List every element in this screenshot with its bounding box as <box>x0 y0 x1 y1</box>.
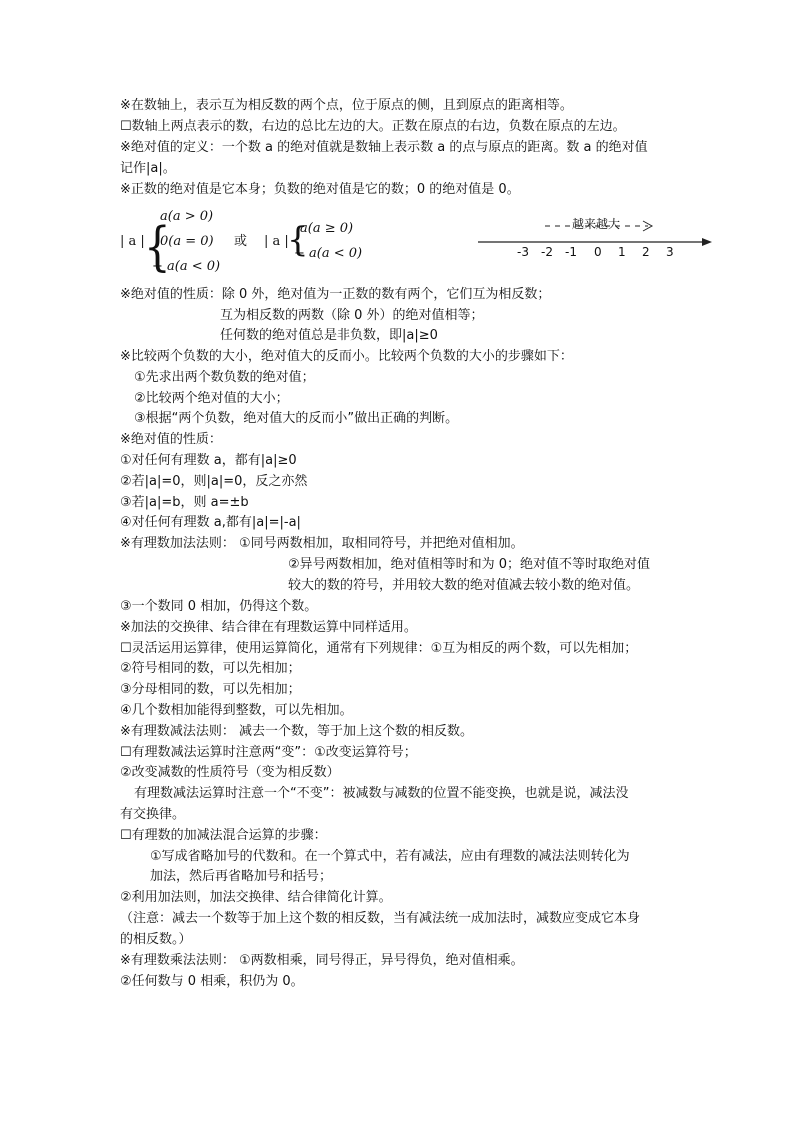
text-line: ②异号两数相加，绝对值相等时和为 0；绝对值不等时取绝对值 <box>288 557 651 572</box>
left-brace: { <box>144 215 171 277</box>
case-line: − a(a < 0) <box>294 246 363 261</box>
text-line: ☐灵活运用运算律，使用运算简化，通常有下列规律：①互为相反的两个数，可以先相加； <box>120 641 638 656</box>
text-line: ②改变减数的性质符号（变为相反数） <box>120 765 340 780</box>
number-line-tick-label: 2 <box>642 245 650 259</box>
text-line: ※有理数加法法则： ①同号两数相加，取相同符号，并把绝对值相加。 <box>120 536 524 551</box>
text-line: ※绝对值的定义：一个数 a 的绝对值就是数轴上表示数 a 的点与原点的距离。数 a 的绝对值 <box>120 140 648 155</box>
text-line: ※正数的绝对值是它本身；负数的绝对值是它的数；0 的绝对值是 0。 <box>120 182 520 197</box>
case-line: a(a ≥ 0) <box>300 221 354 236</box>
text-line: ※加法的交换律、结合律在有理数运算中同样适用。 <box>120 620 417 635</box>
text-line: ②若|a|=0，则|a|=0，反之亦然 <box>120 474 308 489</box>
number-line-tick-label: 3 <box>666 245 674 259</box>
text-line: 互为相反数的两数（除 0 外）的绝对值相等； <box>220 308 484 323</box>
text-line: ③分母相同的数，可以先相加； <box>120 682 301 697</box>
text-line: ※绝对值的性质： <box>120 432 222 447</box>
text-line: ☐数轴上两点表示的数，右边的总比左边的大。正数在原点的右边，负数在原点的左边。 <box>120 119 626 134</box>
text-line: ※有理数乘法法则： ①两数相乘，同号得正，异号得负，绝对值相乘。 <box>120 953 524 968</box>
text-line: ※有理数减法法则： 减去一个数，等于加上这个数的相反数。 <box>120 724 474 739</box>
case-line: 0(a = 0) <box>160 234 214 249</box>
text-line: ☐有理数减法运算时注意两“变”：①改变运算符号； <box>120 745 417 760</box>
number-line-tick-label: -1 <box>565 245 577 259</box>
formula-lhs-2: | a | <box>264 234 289 249</box>
text-line: （注意：减去一个数等于加上这个数的相反数，当有减法统一成加法时，减数应变成它本身 <box>120 911 641 926</box>
formula-lhs-1: | a | <box>120 234 145 249</box>
case-line: a(a > 0) <box>160 209 214 224</box>
or-word: 或 <box>234 234 248 249</box>
text-line: ①对任何有理数 a，都有|a|≥0 <box>120 453 297 468</box>
text-line: ③若|a|=b，则 a=±b <box>120 495 249 510</box>
number-line-tick-label: -2 <box>541 245 553 259</box>
case-line: − a(a < 0) <box>152 259 221 274</box>
number-line-caption: 越来越大 <box>572 217 621 231</box>
text-line: ③根据“两个负数，绝对值大的反而小”做出正确的判断。 <box>134 411 459 426</box>
text-line: ※绝对值的性质：除 0 外，绝对值为一正数的数有两个，它们互为相反数； <box>120 287 551 302</box>
number-line-graphic <box>0 0 794 280</box>
number-line-tick-label: 1 <box>618 245 626 259</box>
text-line: 的相反数。） <box>120 932 192 947</box>
text-line: ①先求出两个数负数的绝对值； <box>134 370 315 385</box>
number-line-tick-label: -3 <box>517 245 529 259</box>
text-line: 较大的数的符号，并用较大数的绝对值减去较小数的绝对值。 <box>288 578 640 593</box>
text-line: ②比较两个绝对值的大小； <box>134 391 289 406</box>
text-line: 记作|a|。 <box>120 161 176 176</box>
text-line: ④对任何有理数 a,都有|a|=|-a| <box>120 515 301 530</box>
text-line: 有交换律。 <box>120 807 186 822</box>
text-line: ※在数轴上，表示互为相反数的两个点，位于原点的侧，且到原点的距离相等。 <box>120 98 573 113</box>
text-line: 加法，然后再省略加号和括号； <box>150 869 333 884</box>
text-line: 任何数的绝对值总是非负数，即|a|≥0 <box>220 328 438 343</box>
text-line: ☐有理数的加减法混合运算的步骤： <box>120 828 327 843</box>
left-brace: { <box>287 220 309 260</box>
text-line: ④几个数相加能得到整数，可以先相加。 <box>120 703 353 718</box>
text-line: ①写成省略加号的代数和。在一个算式中，若有减法，应由有理数的减法法则转化为 <box>150 849 630 864</box>
text-line: ②符号相同的数，可以先相加； <box>120 661 301 676</box>
text-line: ※比较两个负数的大小，绝对值大的反而小。比较两个负数的大小的步骤如下： <box>120 349 573 364</box>
number-line-tick-label: 0 <box>594 245 602 259</box>
text-line: ③一个数同 0 相加，仍得这个数。 <box>120 599 318 614</box>
text-line: ②利用加法则，加法交换律、结合律简化计算。 <box>120 890 392 905</box>
text-line: ②任何数与 0 相乘，积仍为 0。 <box>120 974 304 989</box>
text-line: 有理数减法运算时注意一个“不变”：被减数与减数的位置不能变换，也就是说，减法没 <box>134 786 629 801</box>
